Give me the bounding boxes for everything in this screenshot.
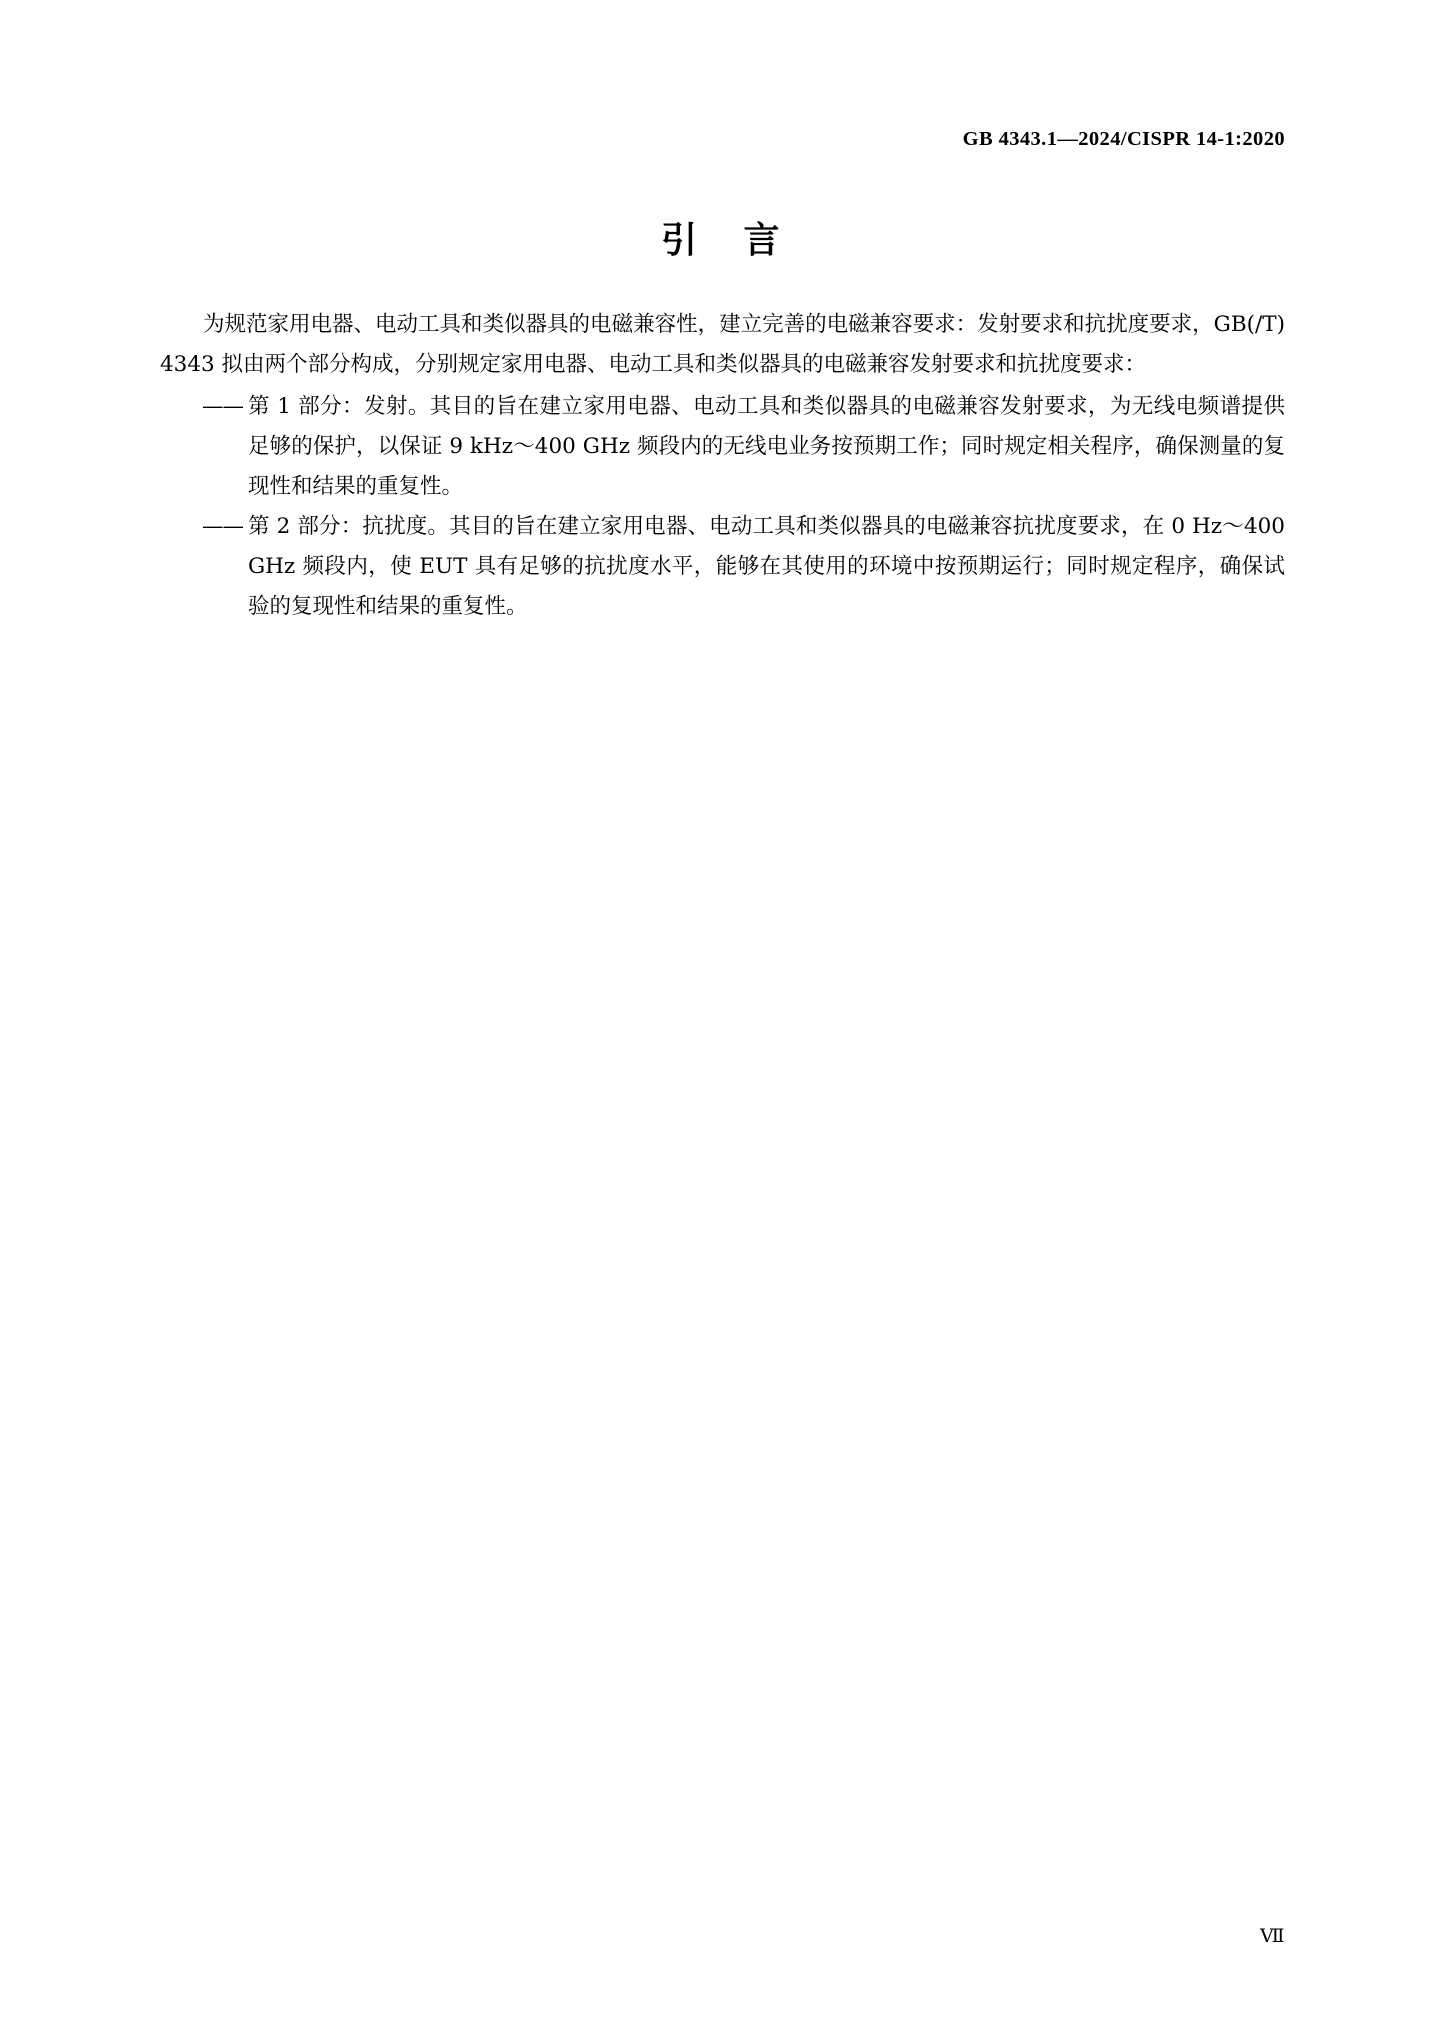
page-title-char-1: 引 — [661, 220, 702, 261]
page-title — [0, 212, 1445, 263]
page-title-char-2: 言 — [743, 220, 784, 261]
list-item-dash: —— — [202, 394, 243, 419]
list-item — [160, 387, 1285, 507]
running-header: GB 4343.1—2024/CISPR 14-1:2020 — [962, 128, 1285, 150]
list-item-text: 第 1 部分：发射。其目的旨在建立家用电器、电动工具和类似器具的电磁兼容发射要求，为无线电频谱提供足够的保护，以保证 9 kHz～400 GHz 频段内的无线电业务按预期工作；同时规定相关程序，确保测量的复现性和结果的重复性。 — [248, 394, 1285, 499]
list-item-text: 第 2 部分：抗扰度。其目的旨在建立家用电器、电动工具和类似器具的电磁兼容抗扰度要求，在 0 Hz～400 GHz 频段内，使 EUT 具有足够的抗扰度水平，能够在其使用的环境中按预期运行；同时规定程序，确保试验的复现性和结果的重复性。 — [248, 514, 1285, 619]
list-item-dash: —— — [202, 514, 243, 539]
intro-paragraph: 为规范家用电器、电动工具和类似器具的电磁兼容性，建立完善的电磁兼容要求：发射要求和抗扰度要求，GB(/T) 4343 拟由两个部分构成，分别规定家用电器、电动工具和类似器具的电磁兼容发射要求和抗扰度要求： — [160, 312, 1285, 377]
body-content — [160, 305, 1285, 627]
list-item — [160, 507, 1285, 627]
page-number: Ⅶ — [1259, 1926, 1285, 1947]
